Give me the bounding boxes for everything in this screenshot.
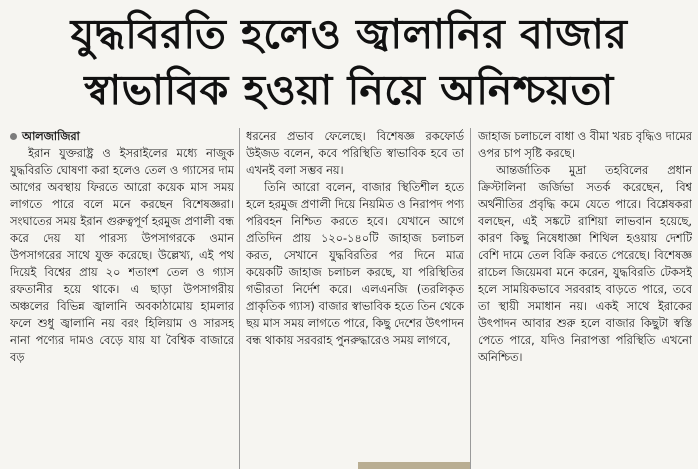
paragraph: জাহাজ চলাচলে বাধা ও বীমা খরচ বৃদ্ধিও দামের ওপর চাপ সৃষ্টি করছে। [478, 130, 692, 160]
headline-line-2: স্বাভাবিক হওয়া নিয়ে অনিশ্চয়তা [84, 66, 614, 114]
paragraph: আন্তর্জাতিক মুদ্রা তহবিলের প্রধান ক্রিস্টালিনা জর্জিভা সতর্ক করেছেন, বিশ্ব অর্থনীতির প্রবৃদ্ধি কমে যেতে পারে। বিশ্লেষকরা বলছেন, এই সঙ্কটে রাশিয়া লাভবান হয়েছে, কারণ কিছু নিষেধাজ্ঞা শিথিল হওয়ায় দেশটি বেশি দামে তেল বিক্রি করতে পেরেছে। বিশেষজ্ঞ রাচেল জিয়েমবা মনে করেন, যুদ্ধবিরতি টেকসই হলে সাময়িকভাবে সরবরাহ বাড়তে পারে, তবে তা স্থায়ী সমাধান নয়। একই সাথে ইরাকের উৎপাদন আবার শুরু হলে বাজার কিছুটা স্বস্তি পেতে পারে, যদিও নিরাপত্তা পরিস্থিতি এখনো অনিশ্চিত। [478, 164, 692, 364]
article-column-2 [246, 128, 464, 469]
paragraph: ধরনের প্রভাব ফেলেছে। বিশেষজ্ঞ রকফোর্ড উইজড বলেন, কবে পরিস্থিতি স্বাভাবিক হবে তা এখনই বলা সম্ভব নয়। [246, 130, 464, 177]
source-byline [10, 128, 234, 145]
article-body [0, 128, 698, 469]
paragraph: তিনি আরো বলেন, বাজার স্থিতিশীল হতে হলে হরমুজ প্রণালী দিয়ে নিয়মিত ও নিরাপদ পণ্য পরিবহন নিশ্চিত করতে হবে। যেখানে আগে প্রতিদিন প্রায় ১২০-১৪০টি জাহাজ চলাচল করত, সেখানে যুদ্ধবিরতির পর দিনে মাত্র কয়েকটি জাহাজ চলাচল করছে, যা পরিস্থিতির গভীরতা নির্দেশ করে। এলএনজি (তরলিকৃত প্রাকৃতিক গ্যাস) বাজার স্বাভাবিক হতে তিন থেকে ছয় মাস সময় লাগতে পারে, কিছু দেশের উৎপাদন বন্ধ থাকায় সরবরাহ পুনরুদ্ধারেও সময় লাগবে, [246, 181, 464, 347]
article-column-3 [478, 128, 692, 469]
headline-line-1: যুদ্ধবিরতি হলেও জ্বালানির বাজার [70, 10, 628, 58]
source-label: আলজাজিরা [22, 130, 80, 143]
photo-edge [358, 462, 470, 469]
article-headline [0, 6, 698, 118]
article-column-1 [10, 128, 234, 469]
bullet-icon [10, 133, 17, 140]
paragraph: ইরান যুক্তরাষ্ট্র ও ইসরাইলের মধ্যে নাজুক যুদ্ধবিরতি ঘোষণা করা হলেও তেল ও গ্যাসের দাম আগের অবস্থায় ফিরতে আরো কয়েক মাস সময় লাগতে পারে বলে মনে করছেন বিশেষজ্ঞরা। সংঘাতের সময় ইরান গুরুত্বপূর্ণ হরমুজ প্রণালী বন্ধ করে দেয় যা পারস্য উপসাগরকে ওমান উপসাগরের সাথে যুক্ত করেছে। উল্লেখ্য, এই পথ দিয়েই বিশ্বের প্রায় ২০ শতাংশ তেল ও গ্যাস রফতানীর হয়ে থাকে। এ ছাড়া উপসাগরীয় অঞ্চলের বিভিন্ন জ্বালানি অবকাঠামোয় হামলার ফলে শুধু জ্বালানি নয় বরং হিলিয়াম ও সারসহ নানা পণ্যের দামও বেড়ে যায় যা বৈশ্বিক বাজারে বড় [10, 147, 234, 364]
